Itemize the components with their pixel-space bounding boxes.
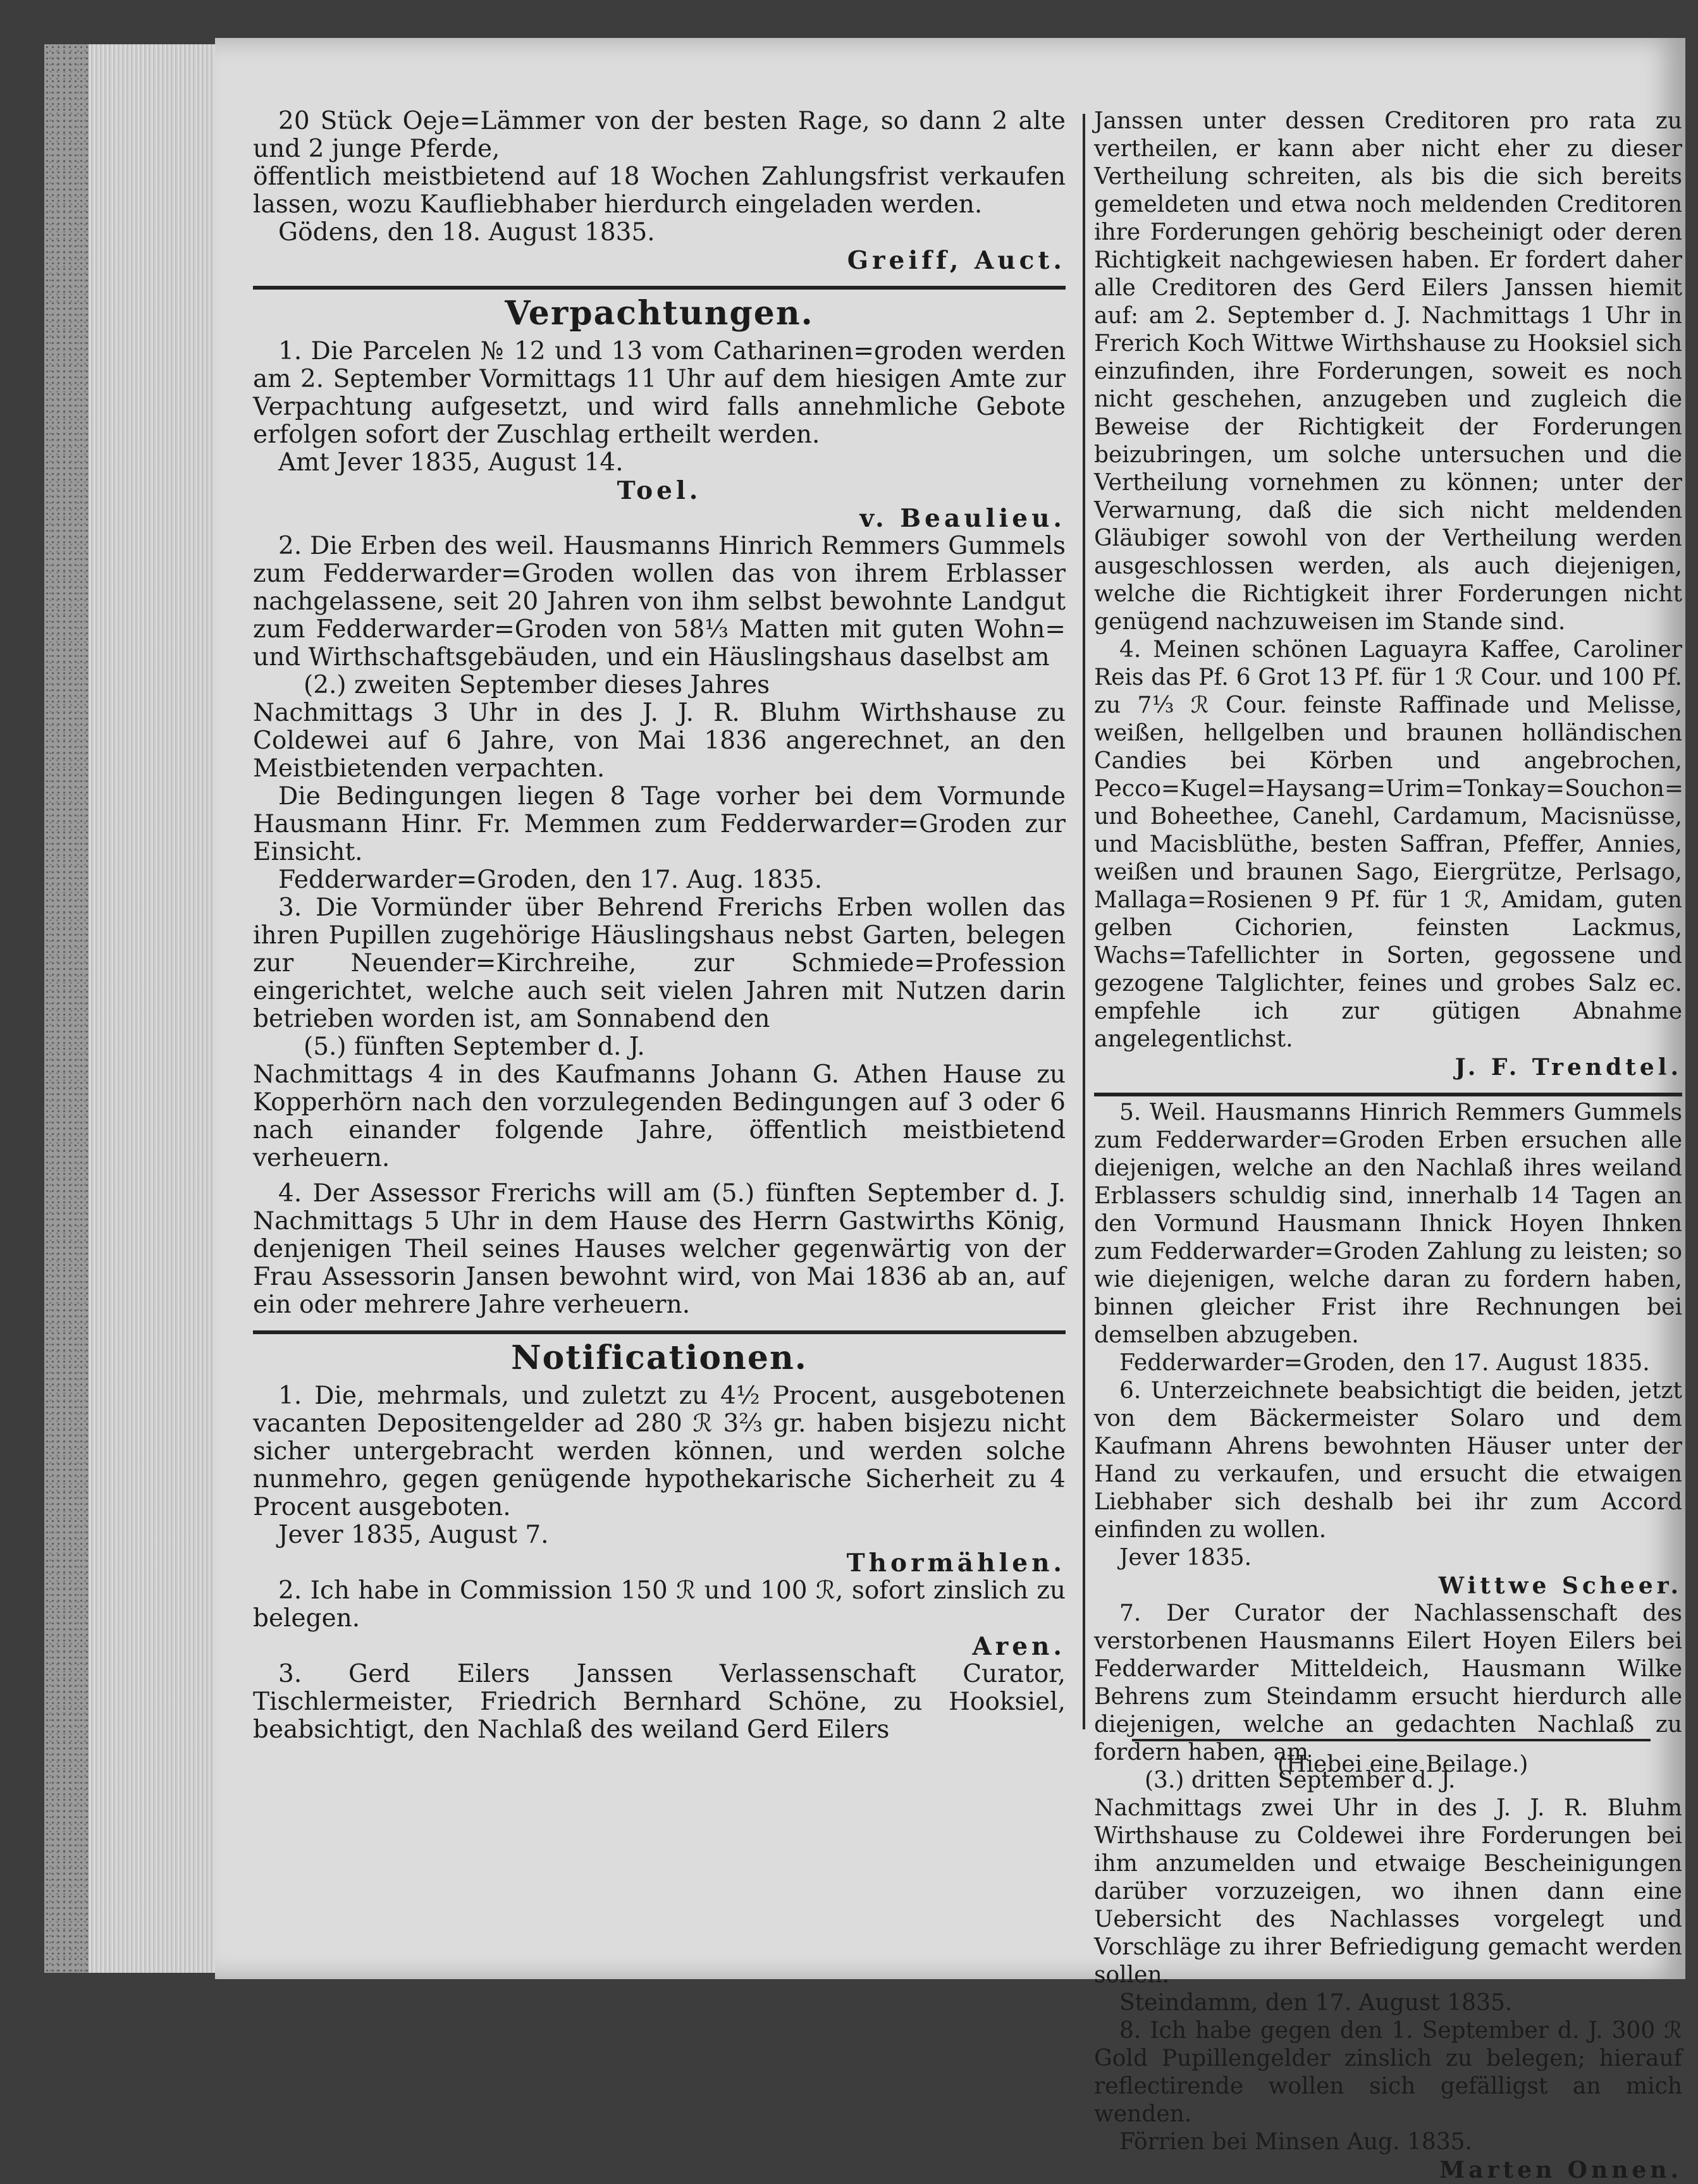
notice-paragraph: Nachmittags 4 in des Kaufmanns Johann G. Athen Hause zu Kopperhörn nach den vorzulegenden Bedingungen auf 3 oder 6 nach einander folgende Jahre, öffentlich meistbietend verheuern. <box>253 1060 1066 1172</box>
opening-line: öffentlich meistbietend auf 18 Wochen Zahlungsfrist verkaufen lassen, wozu Kaufliebhaber hierdurch eingeladen werden. <box>253 163 1066 219</box>
opening-line: 20 Stück Oeje=Lämmer von der besten Rage, so dann 2 alte und 2 junge Pferde, <box>253 107 1066 163</box>
notice-paragraph: Janssen unter dessen Creditoren pro rata zu vertheilen, er kann aber nicht eher zu dieser Vertheilung schreiten, als bis die sich bereits gemeldeten und etwa noch meldenden Creditoren ihre Forderungen gehörig bescheinigt oder deren Richtigkeit nachgewiesen haben. Er fordert daher alle Creditoren des Gerd Eilers Janssen hiemit auf: am 2. September d. J. Nachmittags 1 Uhr in Frerich Koch Wittwe Wirthshause zu Hooksiel sich einzufinden, ihre Forderungen, soweit es noch nicht geschehen, anzugeben und zugleich die Beweise der Richtigkeit der Forderungen beizubringen, um solche untersuchen und die Vertheilung vornehmen zu können; unter der Verwarnung, daß die sich nicht meldenden Gläubiger sowohl von der Vertheilung werden ausgeschlossen werden, als auch diejenigen, welche die Richtigkeit ihrer Forderungen nicht genügend nachzuweisen im Stande sind. <box>1094 108 1682 635</box>
place-date: Fedderwarder=Groden, den 17. Aug. 1835. <box>278 866 823 894</box>
section-heading-notificationen: Notificationen. <box>511 1339 808 1377</box>
signature: Marten Onnen. <box>1439 2157 1682 2183</box>
left-column <box>253 107 1066 1744</box>
notice-date-line: (2.) zweiten September dieses Jahres <box>304 671 770 699</box>
signature: Wittwe Scheer. <box>1438 1573 1682 1599</box>
place-date: Gödens, den 18. August 1835. <box>278 218 655 247</box>
place-date: Amt Jever 1835, August 14. <box>278 448 624 477</box>
notice-paragraph: 4. Der Assessor Frerichs will am (5.) fünften September d. J. Nachmittags 5 Uhr in dem Hause des Herrn Gastwirths König, denjenigen Theil seines Hauses welcher gegenwärtig von der Frau Assessorin Jansen bewohnt wird, von Mai 1836 ab an, auf ein oder mehrere Jahre verheuern. <box>253 1179 1066 1319</box>
signature: Aren. <box>972 1632 1066 1661</box>
notice-date-line: (3.) dritten September d. J. <box>1145 1767 1456 1793</box>
place-date: Steindamm, den 17. August 1835. <box>1119 1990 1513 2016</box>
section-rule <box>253 1330 1066 1334</box>
right-column <box>1094 107 1682 2184</box>
notice-paragraph: 2. Ich habe in Commission 150 ℛ und 100 ℛ, sofort zinslich zu belegen. <box>253 1576 1066 1633</box>
speckled-cover-edge <box>44 44 89 1973</box>
signature: v. Beaulieu. <box>859 504 1066 533</box>
supplement-note: (Hiebei eine Beilage.) <box>1277 1751 1529 1777</box>
notice-paragraph: Nachmittags zwei Uhr in des J. J. R. Bluhm Wirthshause zu Coldewei ihre Forderungen bei ihm anzumelden und etwaige Bescheinigungen darüber vorzuzeigen, wo ihnen dann eine Uebersicht des Nachlasses vorgelegt und Vorschläge zu ihrer Befriedigung gemacht werden sollen. <box>1094 1795 1682 1988</box>
section-heading-verpachtungen: Verpachtungen. <box>505 294 814 333</box>
place-date: Fedderwarder=Groden, den 17. August 1835. <box>1119 1350 1650 1376</box>
closing-rule <box>1132 1739 1651 1741</box>
place-date: Jever 1835, August 7. <box>278 1521 549 1549</box>
notice-paragraph: 1. Die, mehrmals, und zuletzt zu 4½ Procent, ausgebotenen vacanten Depositengelder ad 280 ℛ 3⅔ gr. haben bisjezu nicht sicher untergebracht werden können, und werden solche nunmehro, gegen genügende hypothekarische Sicherheit zu 4 Procent ausgeboten. <box>253 1382 1066 1521</box>
notice-paragraph: 2. Die Erben des weil. Hausmanns Hinrich Remmers Gummels zum Fedderwarder=Groden wollen das von ihrem Erblasser nachgelassene, seit 20 Jahren von ihm selbst bewohnte Landgut zum Fedderwarder=Groden von 58⅓ Matten mit guten Wohn= und Wirthschaftsgebäuden, und ein Häuslingshaus daselbst am <box>253 532 1066 672</box>
signature: Toel. <box>617 476 702 505</box>
notice-paragraph: 3. Gerd Eilers Janssen Verlassenschaft Curator, Tischlermeister, Friedrich Bernhard Schöne, zu Hooksiel, beabsichtigt, den Nachlaß des weiland Gerd Eilers <box>253 1660 1066 1744</box>
column-divider <box>1083 114 1085 1729</box>
notice-paragraph: 5. Weil. Hausmanns Hinrich Remmers Gummels zum Fedderwarder=Groden Erben ersuchen alle diejenigen, welche an den Nachlaß ihres weiland Erblassers schuldig sind, innerhalb 14 Tagen an den Vormund Hausmann Ihnick Hoyen Ihnken zum Fedderwarder=Groden Zahlung zu leisten; so wie diejenigen, welche daran zu fordern haben, binnen gleicher Frist ihre Rechnungen bei demselben abzugeben. <box>1094 1100 1682 1348</box>
notice-paragraph: 4. Meinen schönen Laguayra Kaffee, Caroliner Reis das Pf. 6 Grot 13 Pf. für 1 ℛ Cour. und 100 Pf. zu 7⅓ ℛ Cour. feinste Raffinade und Melisse, weißen, hellgelben und braunen holländischen Candies bei Körben und angebrochen, Pecco=Kugel=Haysang=Urim=Tonkay=Souchon= und Boheethee, Canehl, Cardamum, Macisnüsse, und Macisblüthe, besten Saffran, Pfeffer, Annies, weißen und braunen Sago, Eiergrütze, Perlsago, Mallaga=Rosienen 9 Pf. für 1 ℛ, Amidam, guten gelben Cichorien, feinsten Lackmus, Wachs=Tafellichter in Sorten, gegossene und gezogene Talglichter, feines und grobes Salz ec. empfehle ich zur gütigen Abnahme angelegentlichst. <box>1094 637 1684 1052</box>
place-date: Jever 1835. <box>1119 1545 1252 1571</box>
notice-paragraph: Die Bedingungen liegen 8 Tage vorher bei dem Vormunde Hausmann Hinr. Fr. Memmen zum Fedderwarder=Groden zur Einsicht. <box>253 782 1066 866</box>
signature: Thormählen. <box>846 1549 1066 1578</box>
notice-paragraph: 6. Unterzeichnete beabsichtigt die beiden, jetzt von dem Bäckermeister Solaro und dem Kaufmann Ahrens bewohnten Häuser unter der Hand zu verkaufen, und ersucht die etwaigen Liebhaber sich deshalb bei ihr zum Accord einfinden zu wollen. <box>1094 1378 1682 1543</box>
notice-paragraph: 1. Die Parcelen № 12 und 13 vom Catharinen=groden werden am 2. September Vormittags 11 Uhr auf dem hiesigen Amte zur Verpachtung aufgesetzt, und wird falls annehmliche Gebote erfolgen sofort der Zuschlag ertheilt werden. <box>253 337 1066 449</box>
notice-paragraph: 3. Die Vormünder über Behrend Frerichs Erben wollen das ihren Pupillen zugehörige Häuslingshaus nebst Garten, belegen zur Neuender=Kirchreihe, zur Schmiede=Profession eingerichtet, welche auch seit vielen Jahren mit Nutzen darin betrieben worden ist, am Sonnabend den <box>253 893 1066 1033</box>
place-date: Förrien bei Minsen Aug. 1835. <box>1119 2129 1472 2155</box>
notice-paragraph: 7. Der Curator der Nachlassenschaft des verstorbenen Hausmanns Eilert Hoyen Eilers bei Fedderwarder Mitteldeich, Hausmann Wilke Behrens zum Steindamm ersucht hierdurch alle diejenigen, welche an gedachten Nachlaß zu fordern haben, am <box>1094 1600 1682 1765</box>
signature: Greiff, Auct. <box>847 246 1066 275</box>
notice-paragraph: 8. Ich habe gegen den 1. September d. J. 300 ℛ Gold Pupillengelder zinslich zu belegen; hierauf reflectirende wollen sich gefälligst an mich wenden. <box>1094 2018 1682 2127</box>
section-rule <box>253 286 1066 290</box>
notice-paragraph: Nachmittags 3 Uhr in des J. J. R. Bluhm Wirthshause zu Coldewei auf 6 Jahre, von Mai 1836 angerechnet, an den Meistbietenden verpachten. <box>253 699 1066 783</box>
section-rule <box>1094 1093 1682 1096</box>
signature: J. F. Trendtel. <box>1455 1054 1682 1081</box>
notice-date-line: (5.) fünften September d. J. <box>304 1033 645 1061</box>
